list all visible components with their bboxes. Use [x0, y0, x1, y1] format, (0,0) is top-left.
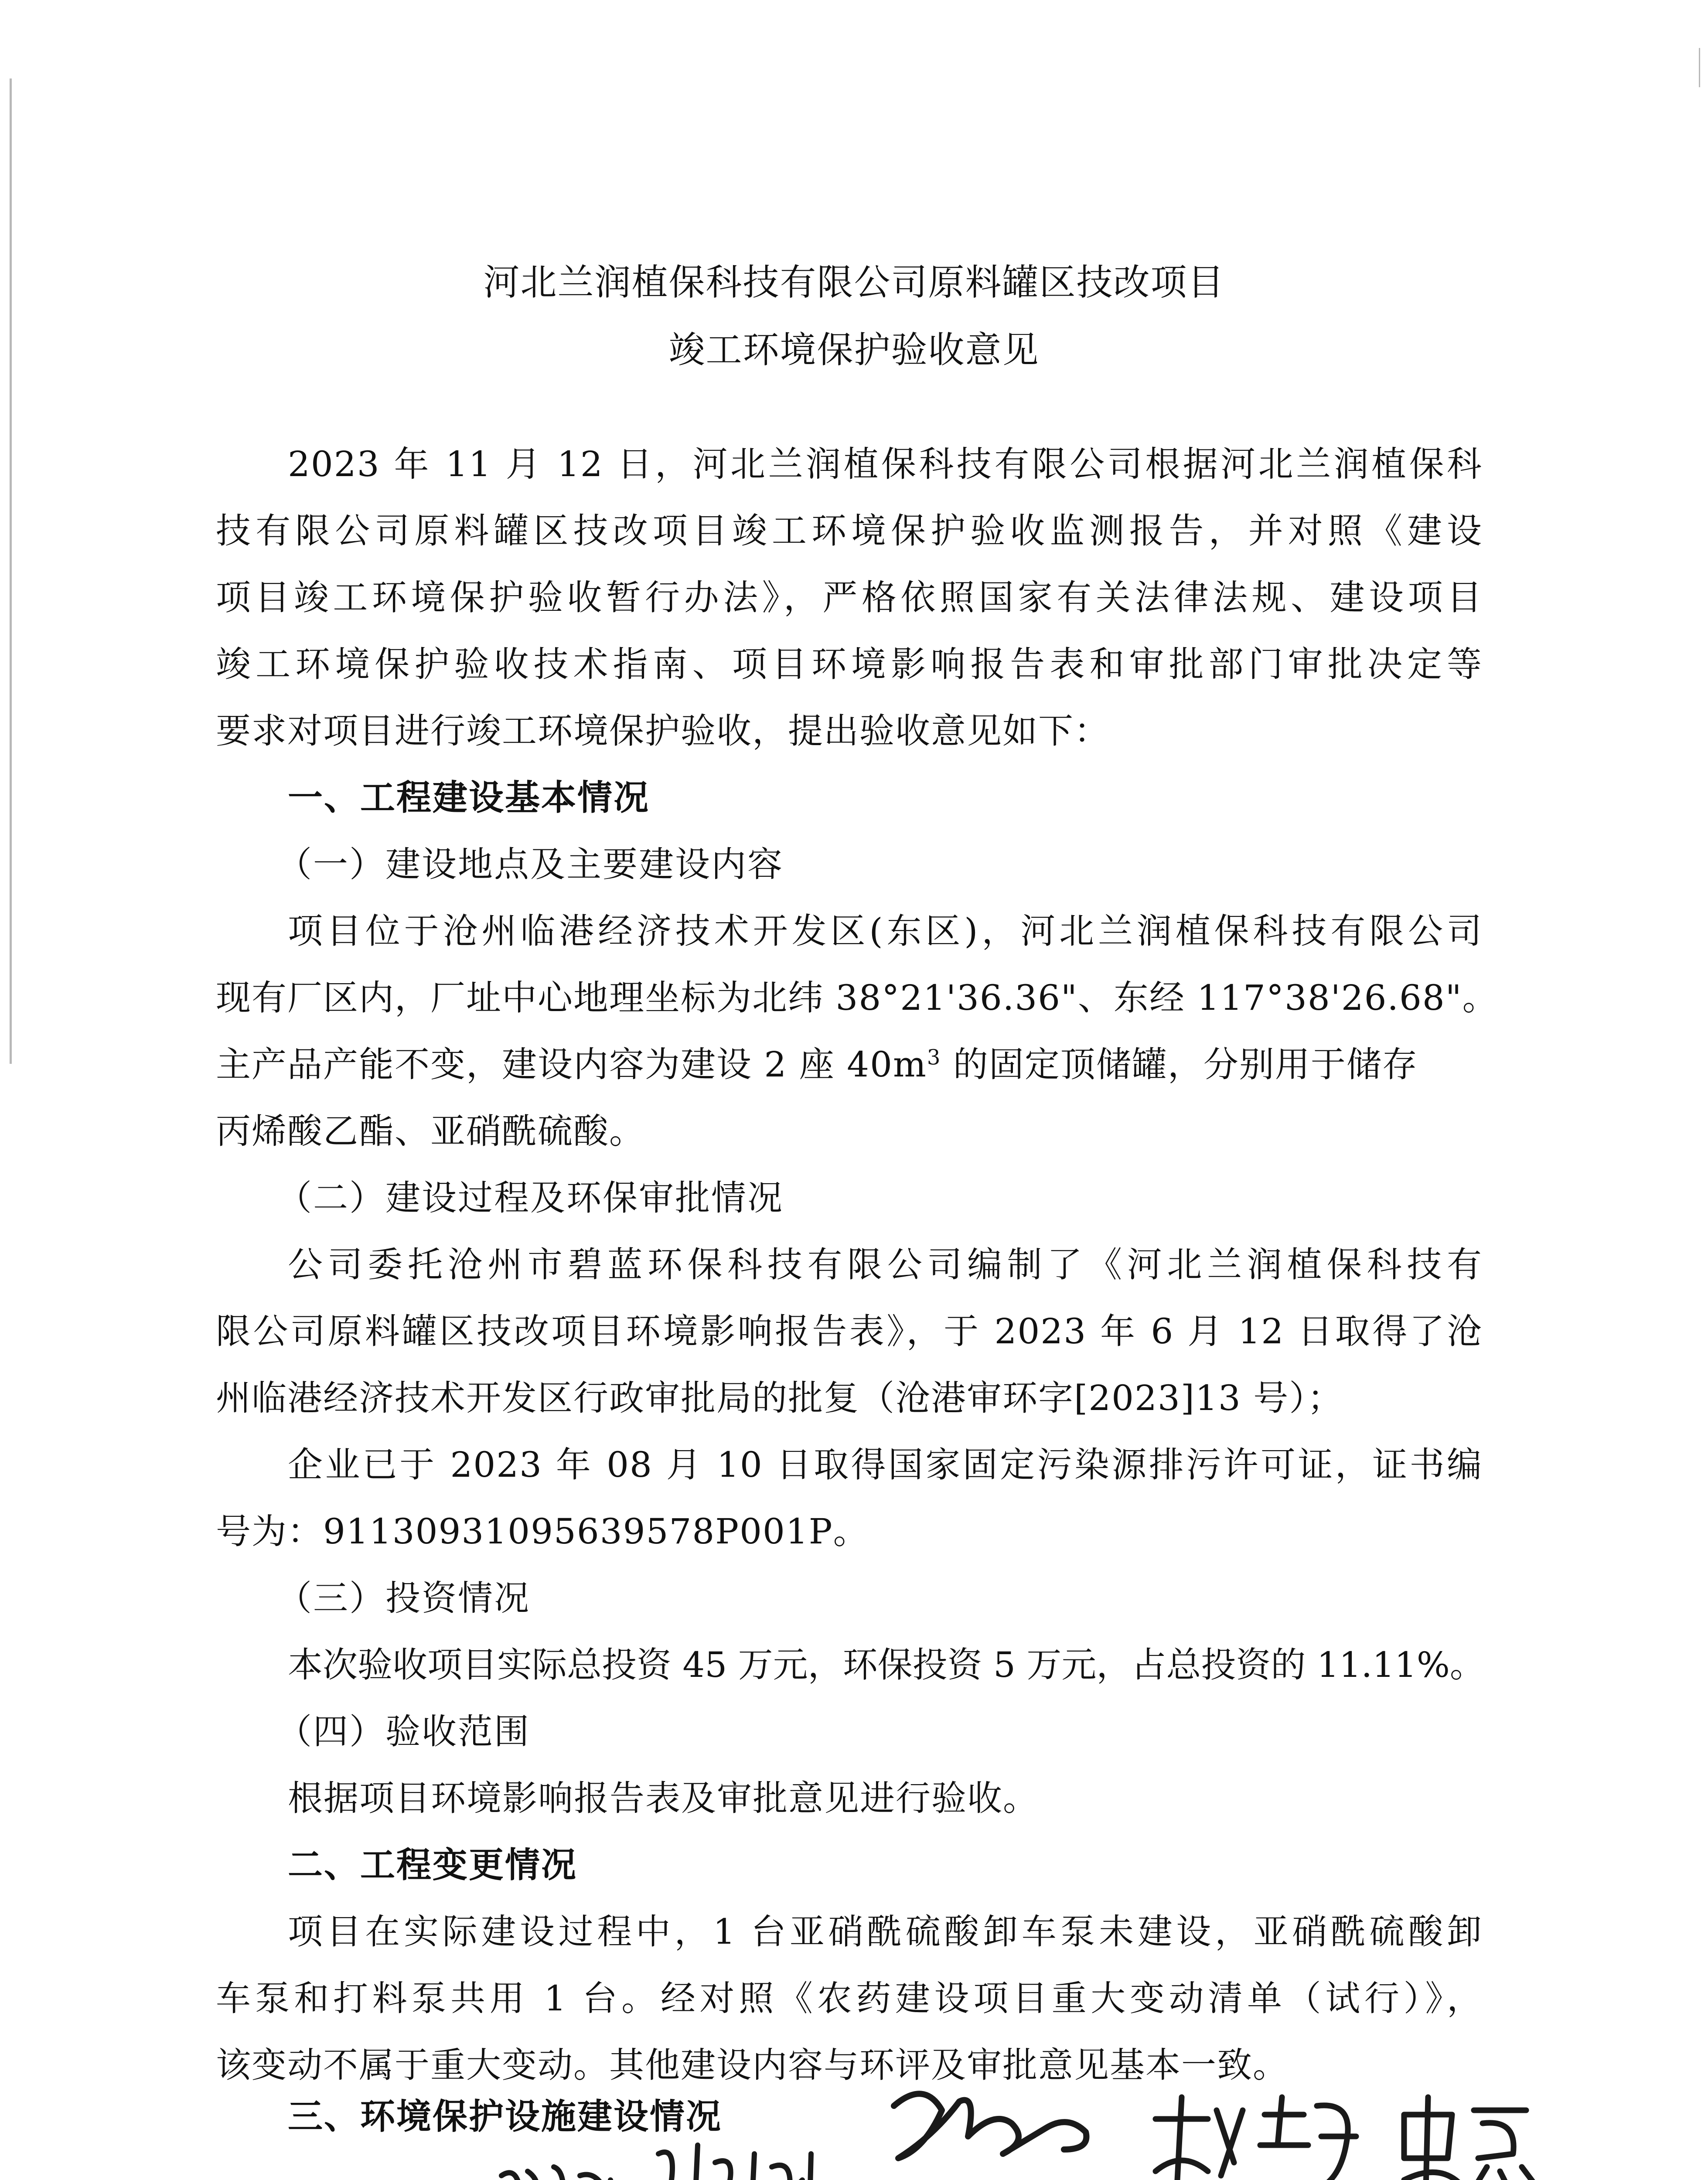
capacity-line — [216, 1041, 1418, 1089]
location-line-4: 丙烯酸乙酯、亚硝酰硫酸。 — [216, 1111, 645, 1151]
handwritten-signature-1 — [488, 2145, 632, 2180]
capacity-text-before: 主产品产能不变，建设内容为建设 2 座 40m — [216, 1044, 927, 1085]
capacity-superscript: 3 — [927, 1045, 941, 1070]
section-heading-3: 三、环境保护设施建设情况 — [288, 2096, 722, 2137]
scope-line: 根据项目环境影响报告表及审批意见进行验收。 — [288, 1778, 1039, 1819]
intro-line-2: 技有限公司原料罐区技改项目竣工环境保护验收监测报告，并对照《建设 — [216, 511, 1483, 551]
investment-line: 本次验收项目实际总投资 45 万元，环保投资 5 万元，占总投资的 11.11%。 — [288, 1645, 1485, 1685]
subsection-heading-1-1: （一）建设地点及主要建设内容 — [277, 844, 784, 885]
intro-line-1: 2023 年 11 月 12 日，河北兰润植保科技有限公司根据河北兰润植保科 — [288, 444, 1483, 484]
scan-edge-mark-right — [1699, 48, 1700, 87]
intro-line-5: 要求对项目进行竣工环境保护验收，提出验收意见如下： — [216, 711, 1110, 751]
permit-line-2: 号为：91130931095639578P001P。 — [216, 1511, 869, 1552]
section-heading-2: 二、工程变更情况 — [288, 1845, 577, 1885]
handwritten-signature-2 — [641, 2128, 824, 2180]
document-title-line-1: 河北兰润植保科技有限公司原料罐区技改项目 — [483, 261, 1225, 303]
handwritten-signature-5 — [1387, 2084, 1548, 2180]
intro-line-4: 竣工环境保护验收技术指南、项目环境影响报告表和审批部门审批决定等 — [216, 644, 1483, 685]
intro-line-3: 项目竣工环境保护验收暂行办法》，严格依照国家有关法律法规、建设项目 — [216, 577, 1483, 618]
scan-edge-mark-left — [10, 78, 12, 1064]
document-title-line-2: 竣工环境保护验收意见 — [668, 329, 1040, 371]
capacity-text-after: 的固定顶储罐，分别用于储存 — [941, 1044, 1418, 1085]
handwritten-signature-3 — [881, 2075, 1108, 2180]
handwritten-signature-4 — [1142, 2084, 1369, 2180]
subsection-heading-1-2: （二）建设过程及环保审批情况 — [277, 1178, 784, 1218]
location-line-1: 项目位于沧州临港经济技术开发区(东区)，河北兰润植保科技有限公司 — [288, 911, 1483, 951]
approval-line-1: 公司委托沧州市碧蓝环保科技有限公司编制了《河北兰润植保科技有 — [288, 1244, 1483, 1285]
approval-line-3: 州临港经济技术开发区行政审批局的批复（沧港审环字[2023]13 号）； — [216, 1378, 1343, 1418]
change-line-1: 项目在实际建设过程中，1 台亚硝酰硫酸卸车泵未建设，亚硝酰硫酸卸 — [288, 1911, 1483, 1952]
section-heading-1: 一、工程建设基本情况 — [288, 777, 650, 818]
change-line-3: 该变动不属于重大变动。其他建设内容与环评及审批意见基本一致。 — [216, 2045, 1289, 2085]
subsection-heading-1-3: （三）投资情况 — [277, 1578, 530, 1618]
approval-line-2: 限公司原料罐区技改项目环境影响报告表》，于 2023 年 6 月 12 日取得了沧 — [216, 1311, 1483, 1352]
subsection-heading-1-4: （四）验收范围 — [277, 1711, 530, 1752]
location-line-2: 现有厂区内，厂址中心地理坐标为北纬 38°21'36.36"、东经 117°38'26.68"。 — [216, 978, 1498, 1018]
change-line-2: 车泵和打料泵共用 1 台。经对照《农药建设项目重大变动清单（试行）》， — [216, 1978, 1483, 2019]
permit-line-1: 企业已于 2023 年 08 月 10 日取得国家固定污染源排污许可证，证书编 — [288, 1444, 1483, 1485]
